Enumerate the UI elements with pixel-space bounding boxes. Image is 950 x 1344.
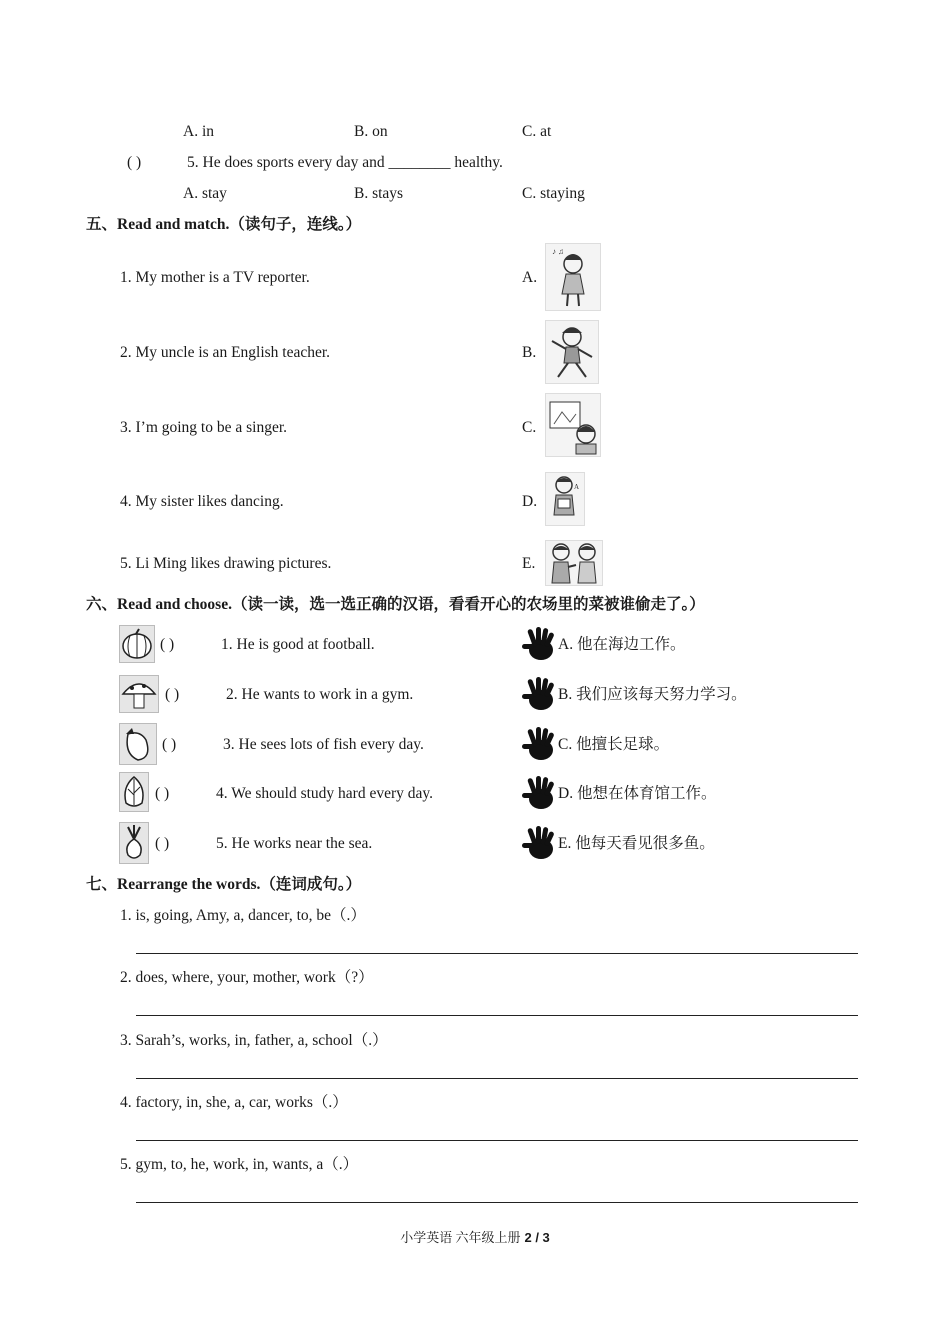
- answer-d: D. 他想在体育馆工作。: [558, 785, 717, 802]
- answer-line-3[interactable]: [136, 1078, 858, 1079]
- q5-option-b: B. stays: [354, 185, 404, 202]
- match-letter-b: B.: [522, 344, 537, 361]
- mushroom-icon: [119, 675, 159, 713]
- section7-title: 七、Rearrange the words.（连词成句。）: [86, 876, 362, 893]
- q4-option-c: C. at: [522, 123, 552, 140]
- svg-text:♪ ♫: ♪ ♫: [552, 247, 564, 256]
- hand-icon: [521, 825, 557, 861]
- q6-2-blank[interactable]: ( ): [165, 686, 180, 703]
- radish-icon: [119, 822, 149, 864]
- section6-title: 六、Read and choose.（读一读，选一选正确的汉语，看看开心的农场里的菜被谁偷走了。）: [86, 596, 705, 613]
- q6-3-text: 3. He sees lots of fish every day.: [223, 736, 424, 753]
- rearrange-item-5: 5. gym, to, he, work, in, wants, a（.）: [120, 1156, 359, 1173]
- answer-b: B. 我们应该每天努力学习。: [558, 686, 747, 703]
- q6-4-text: 4. We should study hard every day.: [216, 785, 433, 802]
- answer-a: A. 他在海边工作。: [558, 636, 686, 653]
- page-footer: [0, 1229, 950, 1247]
- footer-label: 小学英语 六年级上册: [400, 1230, 521, 1245]
- match-sentence-2: 2. My uncle is an English teacher.: [120, 344, 331, 361]
- q6-1-blank[interactable]: ( ): [160, 636, 175, 653]
- answer-line-1[interactable]: [136, 953, 858, 954]
- q6-5-text: 5. He works near the sea.: [216, 835, 373, 852]
- q6-2-text: 2. He wants to work in a gym.: [226, 686, 414, 703]
- match-sentence-4: 4. My sister likes dancing.: [120, 493, 284, 510]
- match-sentence-1: 1. My mother is a TV reporter.: [120, 269, 310, 286]
- q6-5-blank[interactable]: ( ): [155, 835, 170, 852]
- page-number: 2 / 3: [524, 1230, 550, 1245]
- rearrange-item-4: 4. factory, in, she, a, car, works（.）: [120, 1094, 348, 1111]
- q4-option-a: A. in: [183, 123, 214, 140]
- answer-line-4[interactable]: [136, 1140, 858, 1141]
- match-sentence-3: 3. I’m going to be a singer.: [120, 419, 288, 436]
- match-sentence-5: 5. Li Ming likes drawing pictures.: [120, 555, 332, 572]
- hand-icon: [521, 775, 557, 811]
- drawing-child-picture: [545, 393, 601, 457]
- q4-option-b: B. on: [354, 123, 388, 140]
- answer-line-5[interactable]: [136, 1202, 858, 1203]
- answer-line-2[interactable]: [136, 1015, 858, 1016]
- match-letter-d: D.: [522, 493, 538, 510]
- dancing-girl-picture: [545, 320, 599, 384]
- singing-girl-picture: [545, 243, 601, 311]
- q5-answer-blank[interactable]: ( ): [127, 154, 142, 171]
- q6-1-text: 1. He is good at football.: [221, 636, 375, 653]
- hand-icon: [521, 726, 557, 762]
- match-letter-c: C.: [522, 419, 537, 436]
- q5-question: 5. He does sports every day and ________ healthy.: [187, 154, 503, 171]
- rearrange-item-1: 1. is, going, Amy, a, dancer, to, be（.）: [120, 907, 366, 924]
- rearrange-item-3: 3. Sarah’s, works, in, father, a, school（.）: [120, 1032, 388, 1049]
- cabbage-icon: [119, 772, 149, 812]
- match-letter-e: E.: [522, 555, 536, 572]
- answer-e: E. 他每天看见很多鱼。: [558, 835, 715, 852]
- svg-text:A: A: [574, 483, 580, 491]
- answer-c: C. 他擅长足球。: [558, 736, 670, 753]
- pumpkin-icon: [119, 625, 155, 663]
- section5-title: 五、Read and match.（读句子，连线。）: [86, 216, 362, 233]
- hand-icon: [521, 626, 557, 662]
- reporter-interview-picture: [545, 540, 603, 586]
- hand-icon: [521, 676, 557, 712]
- eggplant-icon: [119, 723, 157, 765]
- rearrange-item-2: 2. does, where, your, mother, work（?）: [120, 969, 374, 986]
- match-letter-a: A.: [522, 269, 538, 286]
- q6-4-blank[interactable]: ( ): [155, 785, 170, 802]
- q6-3-blank[interactable]: ( ): [162, 736, 177, 753]
- teacher-picture: [545, 472, 585, 526]
- q5-option-c: C. staying: [522, 185, 585, 202]
- q5-option-a: A. stay: [183, 185, 227, 202]
